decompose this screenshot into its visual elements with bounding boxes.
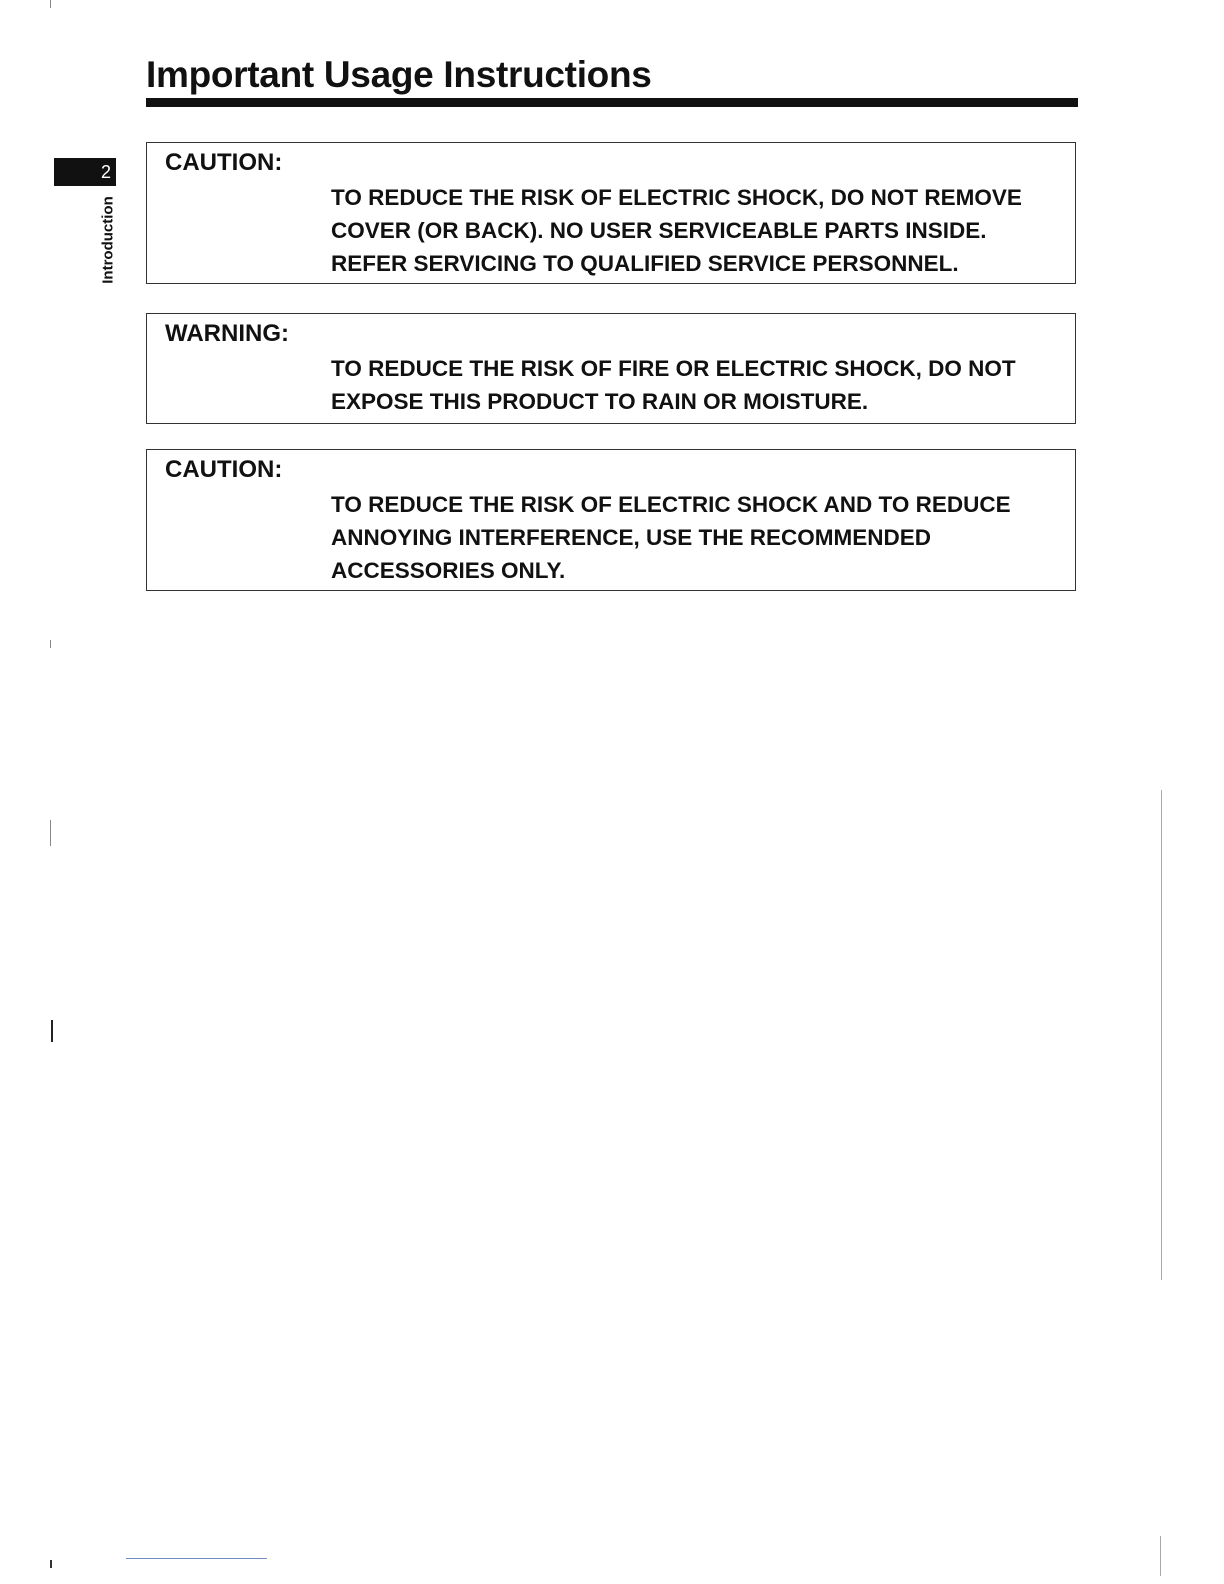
- caution-notice-1: [146, 142, 1076, 284]
- notice-body: [331, 181, 1071, 280]
- scan-mark: [50, 1560, 52, 1568]
- page-title: Important Usage Instructions: [146, 54, 652, 95]
- notice-line: TO REDUCE THE RISK OF ELECTRIC SHOCK, DO NOT REMOVE: [331, 185, 1022, 210]
- notice-body: [331, 352, 1071, 418]
- notice-line: EXPOSE THIS PRODUCT TO RAIN OR MOISTURE.: [331, 389, 869, 414]
- notice-line: ANNOYING INTERFERENCE, USE THE RECOMMENDED: [331, 525, 932, 550]
- section-label: Introduction: [99, 196, 117, 284]
- warning-notice: [146, 313, 1076, 424]
- notice-line: ACCESSORIES ONLY.: [331, 558, 566, 583]
- title-rule: [146, 98, 1078, 107]
- section-number: 2: [100, 162, 111, 182]
- notice-line: REFER SERVICING TO QUALIFIED SERVICE PERSONNEL.: [331, 251, 959, 276]
- notice-line: TO REDUCE THE RISK OF ELECTRIC SHOCK AND TO REDUCE: [331, 492, 1011, 517]
- notice-body: [331, 488, 1071, 587]
- caution-notice-2: [146, 449, 1076, 591]
- scan-mark: [50, 0, 51, 8]
- scan-mark: [51, 1020, 53, 1042]
- notice-line: COVER (OR BACK). NO USER SERVICEABLE PARTS INSIDE.: [331, 218, 987, 243]
- bottom-underline: [126, 1558, 267, 1559]
- section-tab: [54, 158, 116, 186]
- notice-heading: CAUTION:: [165, 149, 283, 176]
- scan-mark: [1160, 1536, 1161, 1576]
- notice-heading: CAUTION:: [165, 456, 283, 483]
- scan-mark: [1161, 790, 1162, 1280]
- scan-mark: [50, 820, 51, 846]
- scan-mark: [50, 640, 51, 648]
- notice-line: TO REDUCE THE RISK OF FIRE OR ELECTRIC SHOCK, DO NOT: [331, 356, 1016, 381]
- notice-heading: WARNING:: [165, 320, 289, 347]
